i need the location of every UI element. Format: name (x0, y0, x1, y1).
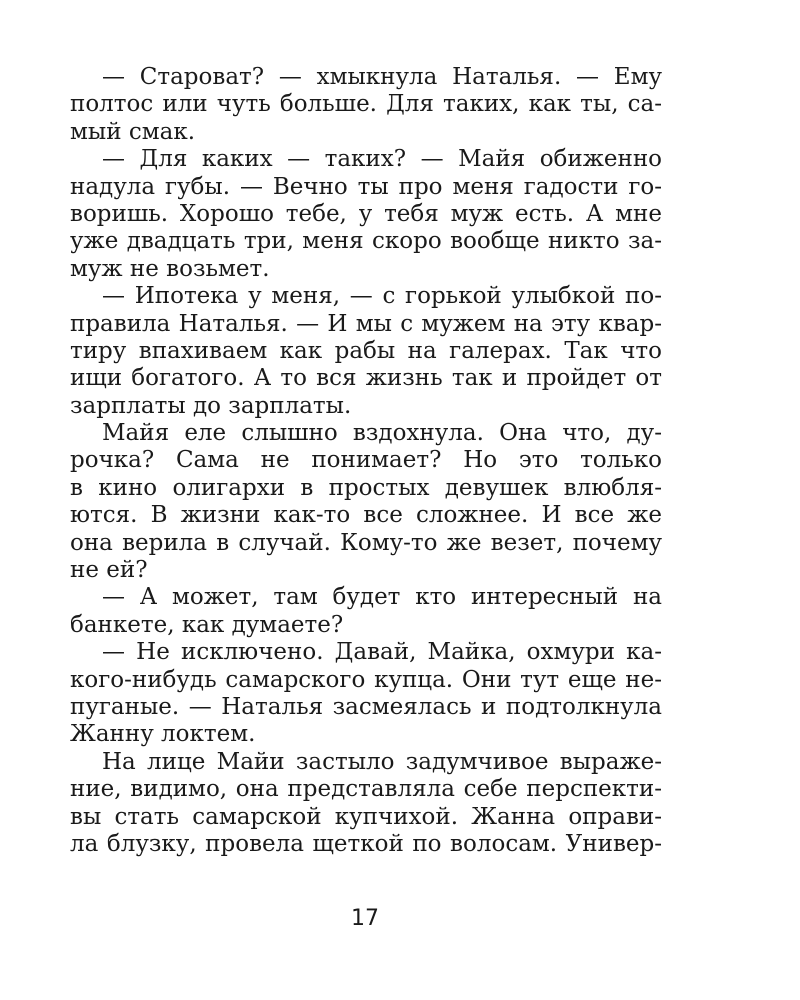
text-line: Жанну локтем. (70, 721, 256, 748)
text-line: кого-нибудь самарского купца. Они тут еще не- (70, 666, 662, 693)
text-line: ются. В жизни как-то все сложнее. И все же (70, 502, 662, 529)
text-line: она верила в случай. Кому-то же везет, почему (70, 529, 662, 556)
text-line: воришь. Хорошо тебе, у тебя муж есть. А мне (70, 200, 662, 227)
text-line: На лице Майи застыло задумчивое выраже- (102, 748, 662, 775)
text-line: зарплаты до зарплаты. (70, 392, 352, 419)
page-number: 17 (351, 906, 379, 931)
text-line: вы стать самарской купчихой. Жанна оправи- (70, 803, 662, 830)
paragraph (70, 146, 662, 283)
text-line: пуганые. — Наталья засмеялась и подтолкнула (70, 693, 662, 720)
paragraph (70, 420, 662, 584)
paragraph (70, 639, 662, 749)
text-line: надула губы. — Вечно ты про меня гадости го- (70, 173, 662, 200)
text-line: ищи богатого. А то вся жизнь так и пройдет от (70, 365, 662, 392)
text-line: тиру впахиваем как рабы на галерах. Так что (70, 337, 662, 364)
text-line: — Не исключено. Давай, Майка, охмури ка- (102, 639, 662, 666)
text-line: банкете, как думаете? (70, 611, 344, 638)
paragraph (70, 749, 662, 859)
text-line: — Староват? — хмыкнула Наталья. — Ему (102, 64, 662, 90)
text-line: — Для каких — таких? — Майя обиженно (102, 146, 662, 173)
text-line: — А может, там будет кто интересный на (102, 584, 662, 611)
text-line: рочка? Сама не понимает? Но это только (70, 447, 662, 474)
text-line: ла блузку, провела щеткой по волосам. Универ- (70, 830, 662, 857)
paragraph (70, 584, 662, 639)
paragraph (70, 64, 662, 146)
text-line: ние, видимо, она представляла себе перспекти- (70, 776, 662, 803)
text-line: Майя еле слышно вздохнула. Она что, ду- (102, 420, 662, 447)
text-line: полтос или чуть больше. Для таких, как ты, са- (70, 91, 662, 118)
body-text (70, 64, 662, 858)
text-line: муж не возьмет. (70, 255, 270, 282)
text-line: — Ипотека у меня, — с горькой улыбкой по- (102, 283, 662, 310)
text-line: не ей? (70, 557, 148, 584)
text-line: уже двадцать три, меня скоро вообще никто за- (70, 228, 662, 255)
text-line: в кино олигархи в простых девушек влюбля- (70, 474, 662, 501)
text-line: мый смак. (70, 118, 196, 145)
text-line: правила Наталья. — И мы с мужем на эту квар- (70, 310, 662, 337)
paragraph (70, 283, 662, 420)
